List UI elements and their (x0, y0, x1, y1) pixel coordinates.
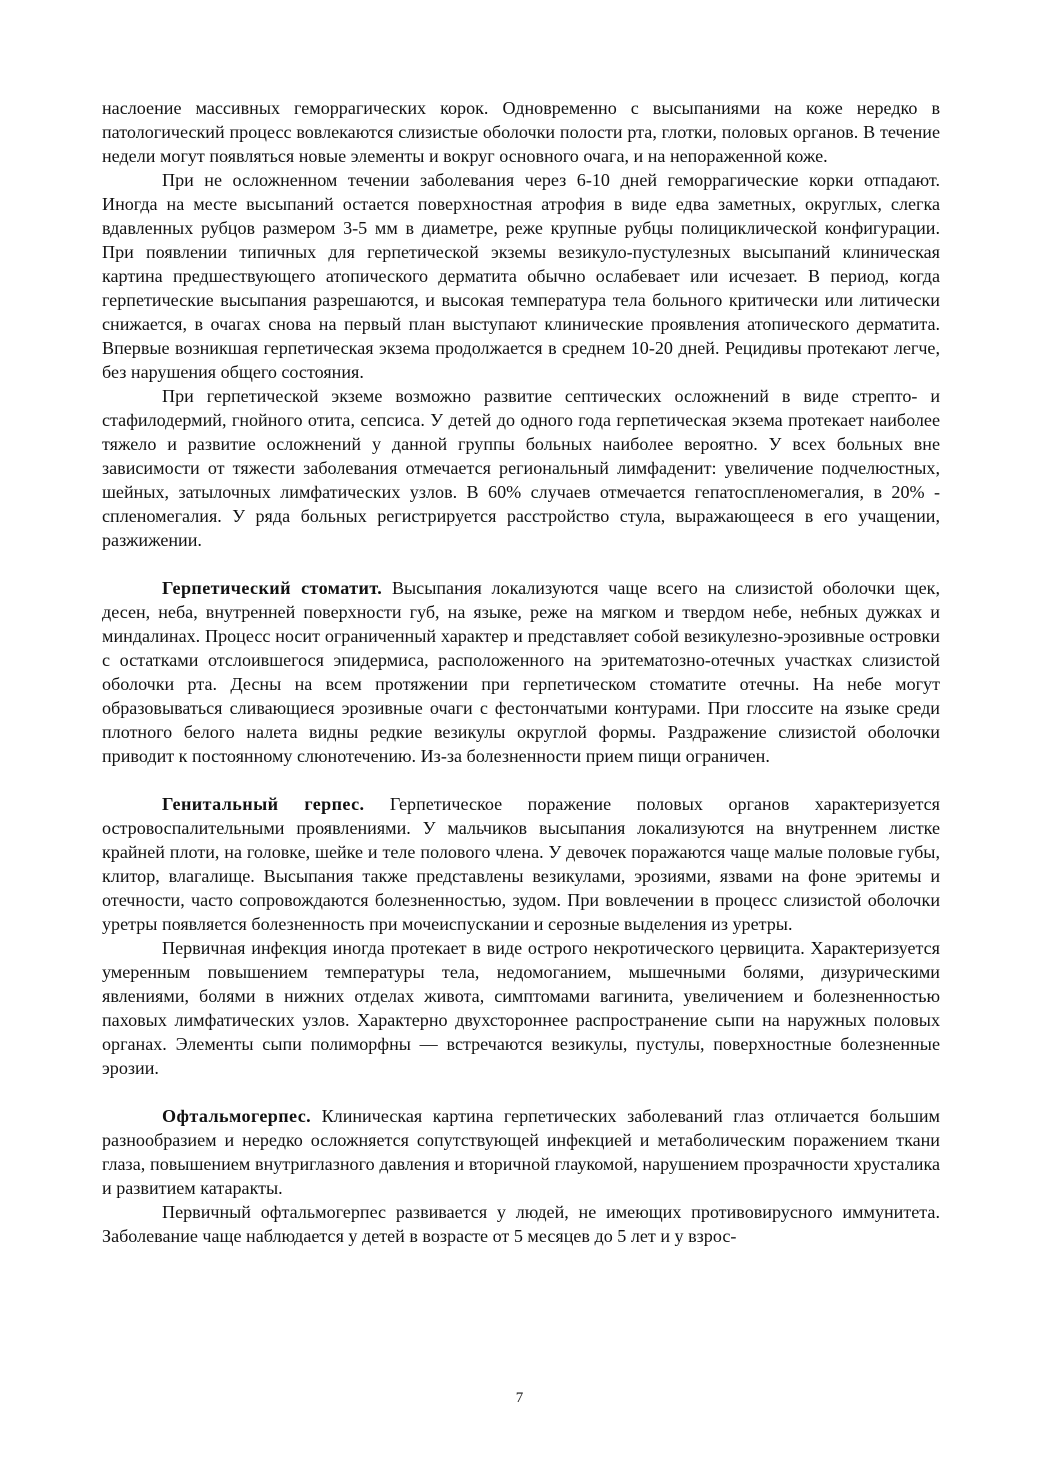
body-paragraph: При герпетической экземе возможно развитие септических осложнений в виде стрепто- и стафилодермий, гнойного отита, сепсиса. У детей до одного года герпетическая экзема протекает наиболее тяжело и развитие осложнений у данной группы больных наиболее вероятно. У всех больных вне зависимости от тяжести заболевания отмечается региональный лимфаденит: увеличение подчелюстных, шейных, затылочных лимфатических узлов. В 60% случаев отмечается гепатоспленомегалия, в 20% - спленомегалия. У ряда больных регистрируется расстройство стула, выражающееся в его учащении, разжижении. (102, 386, 940, 550)
body-paragraph: наслоение массивных геморрагических корок. Одновременно с высыпаниями на коже нередко в патологический процесс вовлекаются слизистые оболочки полости рта, глотки, половых органов. В течение недели могут появляться новые элементы и вокруг основного очага, и на непораженной коже. (102, 98, 940, 166)
section-genital (102, 792, 940, 936)
section-lead-text: Герпетическое поражение половых органов характеризуется островоспалительными проявлениями. У мальчиков высыпания локализуются на внутреннем листке крайней плоти, на головке, шейке и теле полового члена. У девочек поражаются чаще малые половые губы, клитор, влагалище. Высыпания также представлены везикулами, эрозиями, язвами на фоне эритемы и отечности, часто сопровождаются болезненностью, зудом. При вовлечении в процесс слизистой оболочки уретры появляется болезненность при мочеиспускании и серозные выделения из уретры. (102, 794, 940, 934)
section-stomatitis (102, 576, 940, 768)
section-lead-text: Высыпания локализуются чаще всего на слизистой оболочки щек, десен, неба, внутренней поверхности губ, на языке, реже на мягком и твердом небе, небных дужках и миндалинах. Процесс носит ограниченный характер и представляет собой везикулезно-эрозивные островки с остатками отслоившегося эпидермиса, расположенного на эритематозно-отечных участках слизистой оболочки рта. Десны на всем протяжении при герпетическом стоматите отечны. На небе могут образовываться сливающиеся эрозивные очаги с фестончатыми контурами. При глоссите на языке среди плотного белого налета видны редкие везикулы округлой формы. Раздражение слизистой оболочки приводит к постоянному слюнотечению. Из-за болезненности прием пищи ограничен. (102, 578, 940, 766)
page-number: 7 (515, 1390, 524, 1406)
section-heading: Генитальный герпес. (162, 794, 365, 814)
section-heading: Герпетический стоматит. (162, 578, 383, 598)
body-paragraph: Первичный офтальмогерпес развивается у людей, не имеющих противовирусного иммунитета. Заболевание чаще наблюдается у детей в возрасте от 5 месяцев до 5 лет и у взрос- (102, 1202, 940, 1246)
body-paragraph: При не осложненном течении заболевания через 6-10 дней геморрагические корки отпадают. Иногда на месте высыпаний остается поверхностная атрофия в виде едва заметных, округлых, слегка вдавленных рубцов размером 3-5 мм в диаметре, реже крупные рубцы полициклической конфигурации. При появлении типичных для герпетической экземы везикуло-пустулезных высыпаний клиническая картина предшествующего атопического дерматита обычно ослабевает или исчезает. В период, когда герпетические высыпания разрешаются, и высокая температура тела больного критически или литически снижается, в очагах снова на первый план выступают клинические проявления атопического дерматита. Впервые возникшая герпетическая экзема продолжается в среднем 10-20 дней. Рецидивы протекают легче, без нарушения общего состояния. (102, 170, 940, 382)
section-lead-text: Клиническая картина герпетических заболеваний глаз отличается большим разнообразием и нередко осложняется сопутствующей инфекцией и метаболическим поражением ткани глаза, повышением внутриглазного давления и вторичной глаукомой, нарушением прозрачности хрусталика и развитием катаракты. (102, 1106, 940, 1198)
body-paragraph: Первичная инфекция иногда протекает в виде острого некротического цервицита. Характеризуется умеренным повышением температуры тела, недомоганием, мышечными болями, дизурическими явлениями, болями в нижних отделах живота, симптомами вагинита, увеличением и болезненностью паховых лимфатических узлов. Характерно двухстороннее распространение сыпи на наружных половых органах. Элементы сыпи полиморфны — встречаются везикулы, пустулы, поверхностные болезненные эрозии. (102, 938, 940, 1078)
document-page (102, 96, 940, 1248)
section-heading: Офтальмогерпес. (162, 1106, 312, 1126)
section-ophthalmic (102, 1104, 940, 1200)
